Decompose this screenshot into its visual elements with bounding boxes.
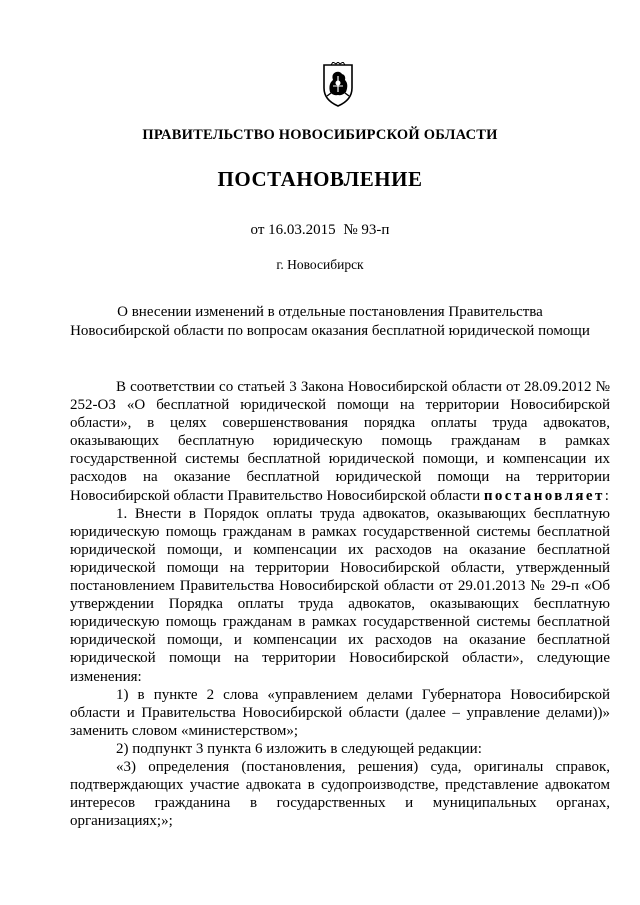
coat-of-arms-icon xyxy=(318,62,358,108)
document-body xyxy=(70,378,610,830)
document-type: ПОСТАНОВЛЕНИЕ xyxy=(217,167,423,191)
date-number-line xyxy=(0,222,640,239)
paragraph-1: 1. Внести в Порядок оплаты труда адвокатов, оказывающих бесплатную юридическую помощь гражданам в рамках государственной системы бесплатной юридической помощи, и компенсации их расходов на оказание бесплатной юридической помощи на территории Новосибирской области, утвержденный постановлением Правительства Новосибирской области от 29.01.2013 № 29-п «Об утверждении Порядка оплаты труда адвокатов, оказывающих бесплатную юридическую помощь гражданам в рамках государственной системы бесплатной юридической помощи, и компенсации их расходов на оказание бесплатной юридической помощи на территории Новосибирской области», следующие изменения: xyxy=(70,505,610,685)
preamble-paragraph xyxy=(70,378,610,505)
preamble-text: В соответствии со статьей 3 Закона Новосибирской области от 28.09.2012 № 252-ОЗ «О бесплатной юридической помощи на территории Новосибирской области», в целях совершенствования порядка оплаты труда адвокатов, оказывающих бесплатную юридическую помощь гражданам в рамках государственной системы бесплатной юридической помощи, и компенсации их расходов на оказание бесплатной юридической помощи на территории Новосибирской области Правительство Новосибирской области xyxy=(70,379,610,504)
item-2: 2) подпункт 3 пункта 6 изложить в следующей редакции: xyxy=(116,740,482,757)
item-2-quote: «3) определения (постановления, решения) суда, оригиналы справок, подтверждающих участие адвоката в судопроизводстве, представление адвокатом интересов гражданина в государственных и муниципальных органах, организациях;»; xyxy=(70,758,610,830)
item-1: 1) в пункте 2 слова «управлением делами Губернатора Новосибирской области и Правительства Новосибирской области (далее – управление делами))» заменить словом «министерством»; xyxy=(70,686,610,739)
document-subject xyxy=(70,303,590,341)
subject-line-1: О внесении изменений в отдельные постановления Правительства xyxy=(117,304,543,320)
subject-line-2: Новосибирской области по вопросам оказания бесплатной юридической помощи xyxy=(70,323,590,339)
resolves-colon: : xyxy=(604,487,609,504)
city: г. Новосибирск xyxy=(276,257,364,272)
document-date: от 16.03.2015 xyxy=(250,222,336,238)
resolves-word: постановляет xyxy=(483,487,605,504)
government-name: ПРАВИТЕЛЬСТВО НОВОСИБИРСКОЙ ОБЛАСТИ xyxy=(142,127,498,143)
document-number: № 93-п xyxy=(343,222,390,238)
